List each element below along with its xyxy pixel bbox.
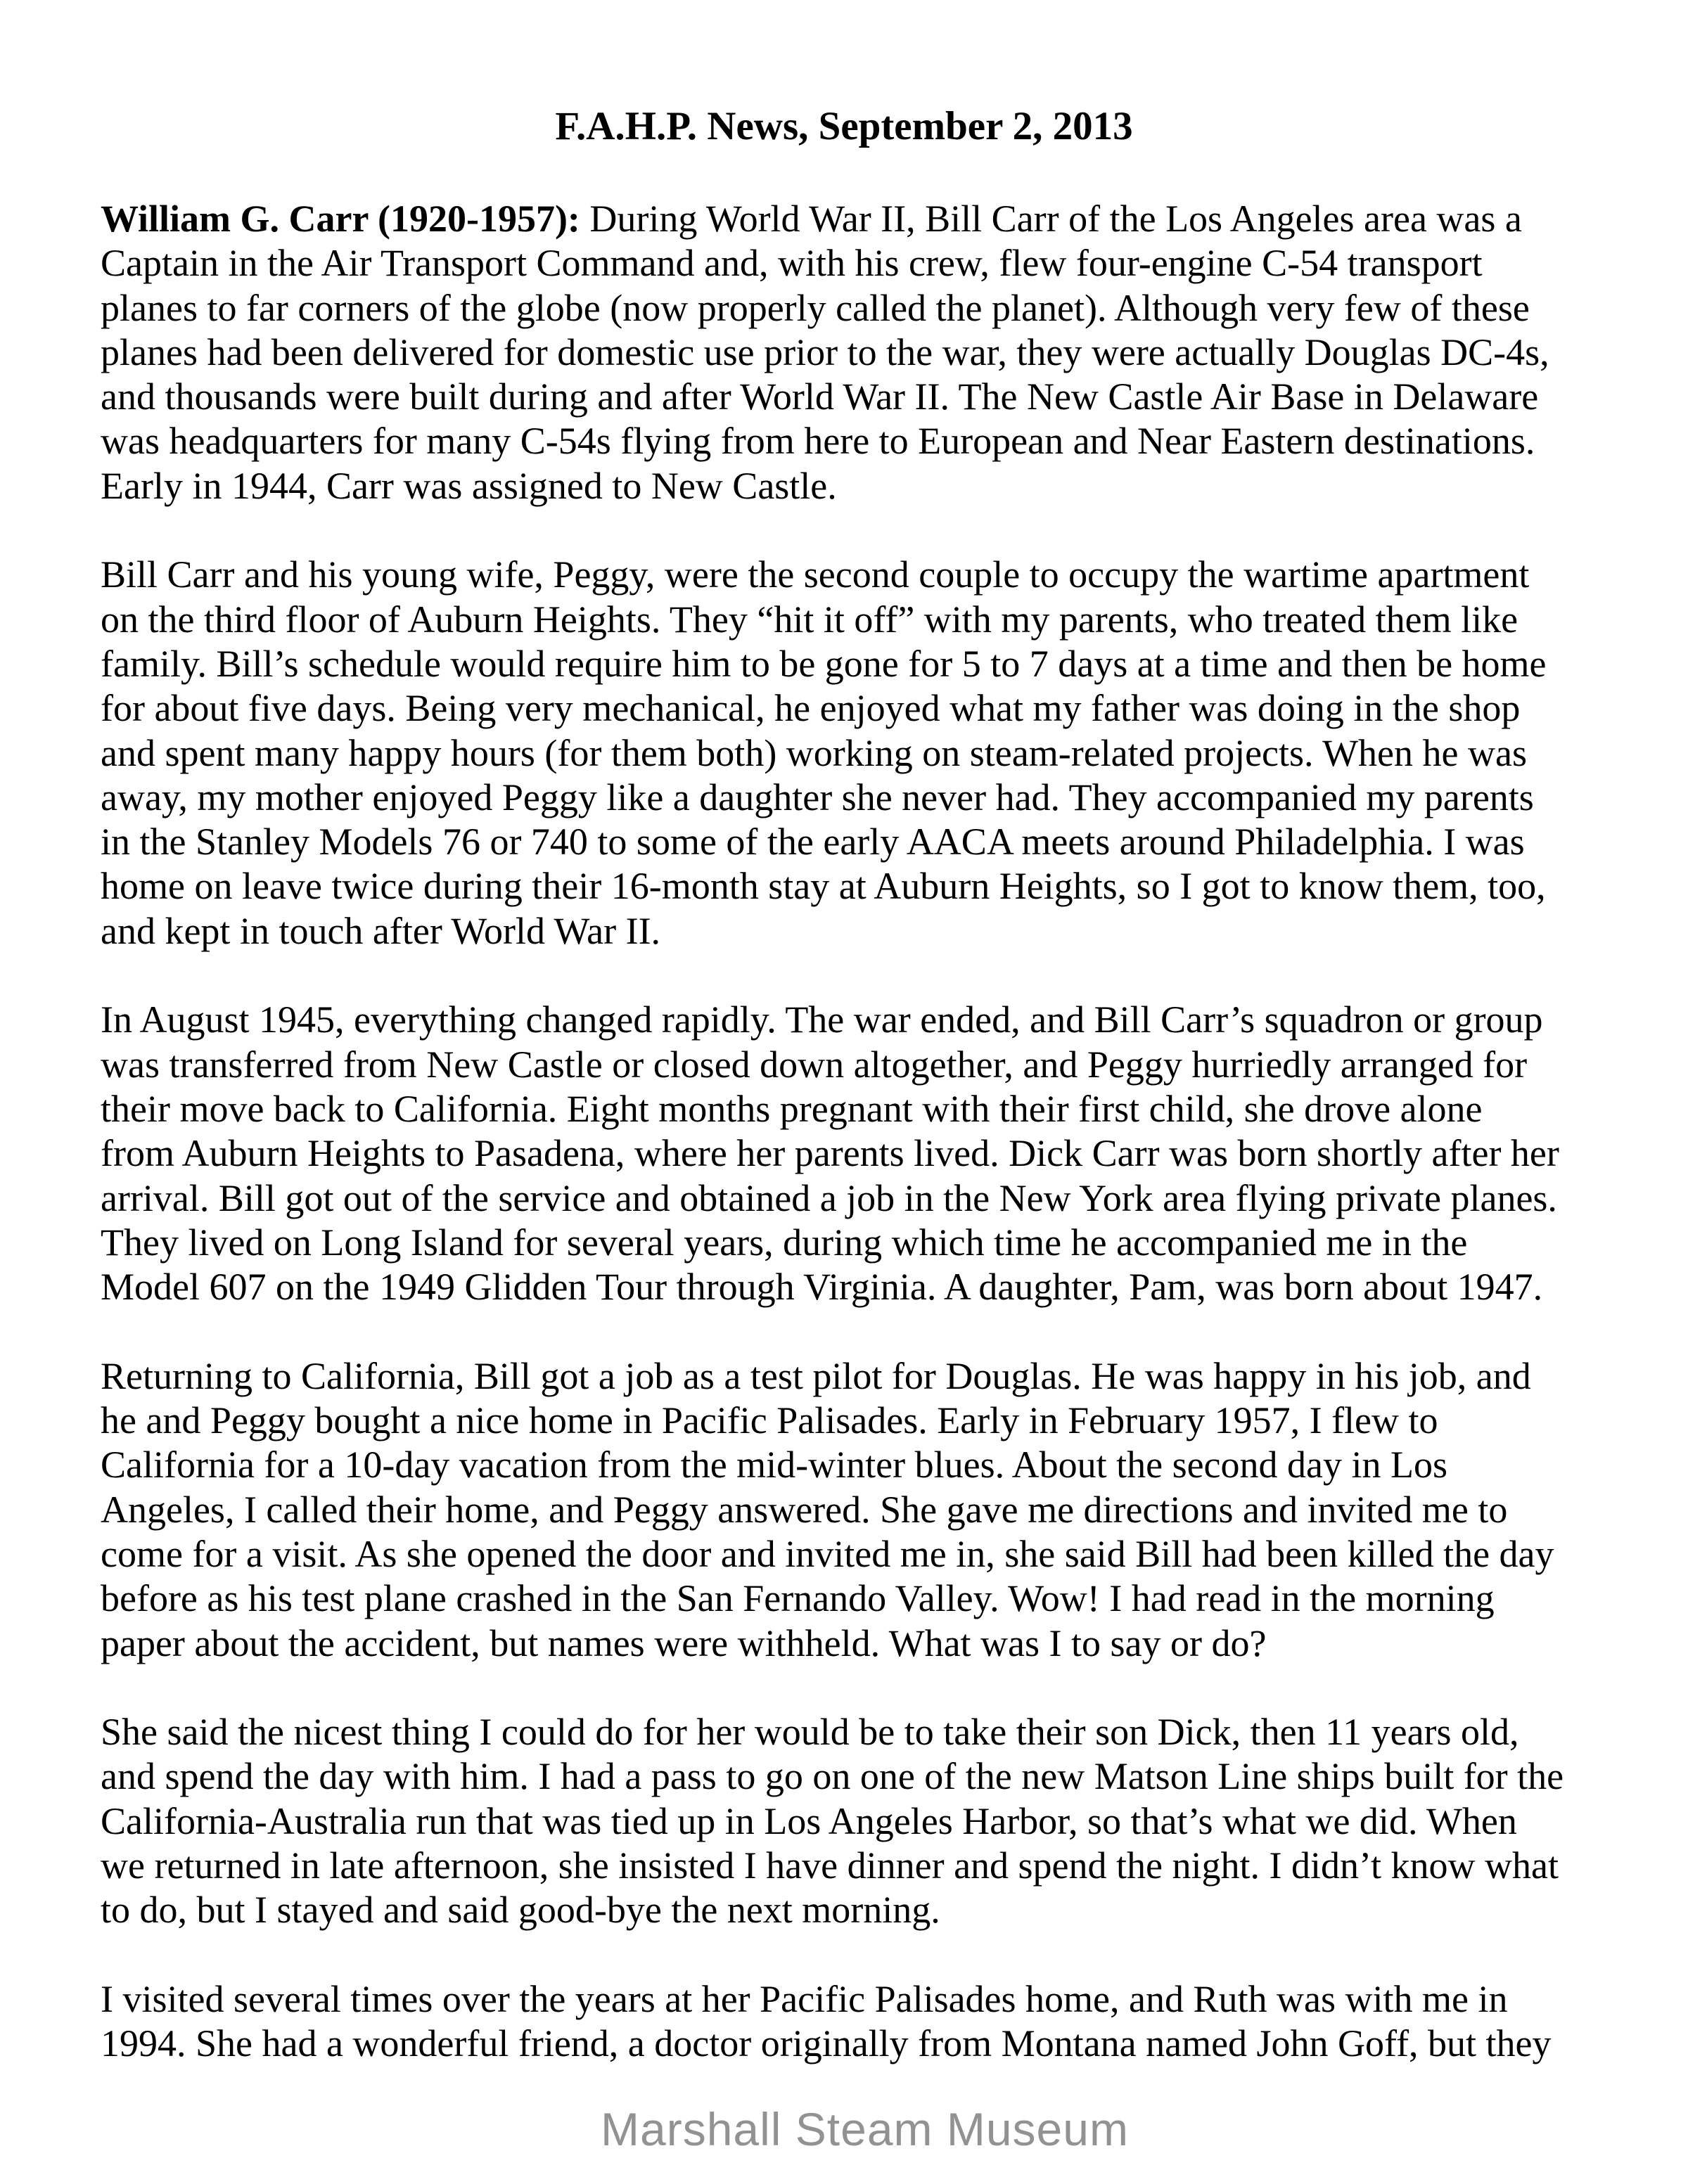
line-text: home on leave twice during their 16-month stay at Auburn Heights, so I got to know them, too, [101,865,1546,908]
line-text: Returning to California, Bill got a job as a test pilot for Douglas. He was happy in his job, and [101,1354,1531,1397]
line-text: Angeles, I called their home, and Peggy answered. She gave me directions and invited me to [101,1488,1508,1531]
line-text: he and Peggy bought a nice home in Pacific Palisades. Early in February 1957, I flew to [101,1399,1438,1442]
lead-heading: William G. Carr (1920-1957): [101,198,580,240]
line-text: and spend the day with him. I had a pass to go on one of the new Matson Line ships built for the [101,1755,1564,1798]
line-text: from Auburn Heights to Pasadena, where her parents lived. Dick Carr was born shortly after her [101,1132,1559,1175]
line-text: was headquarters for many C-54s flying from here to European and Near Eastern destinations. [101,420,1535,463]
text-line [101,776,1606,820]
line-text: and spent many happy hours (for them both) working on steam-related projects. When he was [101,731,1527,774]
text-line [101,820,1606,864]
line-text: planes had been delivered for domestic use prior to the war, they were actually Douglas DC-4s, [101,330,1549,373]
text-line [101,330,1606,375]
text-line [101,1087,1606,1131]
text-line [101,1176,1606,1221]
text-line [101,1043,1606,1087]
line-text: before as his test plane crashed in the San Fernando Valley. Wow! I had read in the morning [101,1577,1495,1620]
text-line [101,2022,1606,2066]
article-body [101,197,1606,2066]
line-text: Bill Carr and his young wife, Peggy, were the second couple to occupy the wartime apartment [101,553,1530,596]
text-line [101,1977,1606,2022]
text-line [101,864,1606,908]
text-line [101,241,1606,285]
paragraph-gap [101,1666,1606,1710]
line-text: was transferred from New Castle or closed down altogether, and Peggy hurriedly arranged for [101,1043,1528,1086]
line-text: California for a 10-day vacation from the mid-winter blues. About the second day in Los [101,1444,1447,1486]
line-text: She said the nicest thing I could do for her would be to take their son Dick, then 11 years old, [101,1711,1519,1754]
text-line [101,1265,1606,1309]
line-text: for about five days. Being very mechanical, he enjoyed what my father was doing in the shop [101,687,1521,730]
text-line [101,1488,1606,1532]
text-line [101,1399,1606,1443]
text-line [101,1443,1606,1487]
text-line [101,1131,1606,1176]
line-text: During World War II, Bill Carr of the Los Angeles area was a [580,198,1522,240]
text-line [101,1621,1606,1666]
paragraph-gap [101,1933,1606,1977]
line-text: I visited several times over the years at her Pacific Palisades home, and Ruth was with me in [101,1977,1508,2020]
line-text: on the third floor of Auburn Heights. They “hit it off” with my parents, who treated them like [101,598,1518,641]
line-text: arrival. Bill got out of the service and obtained a job in the New York area flying private planes. [101,1176,1557,1219]
line-text: and kept in touch after World War II. [101,909,661,952]
line-text: Early in 1944, Carr was assigned to New Castle. [101,464,837,507]
text-line [101,419,1606,463]
text-line [101,1354,1606,1399]
line-text: Captain in the Air Transport Command and, with his crew, flew four-engine C-54 transport [101,242,1483,285]
paragraph-gap [101,1309,1606,1354]
line-text: They lived on Long Island for several years, during which time he accompanied me in the [101,1221,1468,1264]
text-line [101,1844,1606,1888]
paragraph-gap [101,508,1606,553]
text-line [101,909,1606,953]
text-line [101,464,1606,508]
line-text: come for a visit. As she opened the door and invited me in, she said Bill had been killed the day [101,1532,1554,1575]
text-line [101,375,1606,419]
line-text: California-Australia run that was tied up in Los Angeles Harbor, so that’s what we did. When [101,1799,1517,1842]
text-line [101,1532,1606,1576]
line-text: Model 607 on the 1949 Glidden Tour through Virginia. A daughter, Pam, was born about 1947. [101,1266,1543,1309]
line-text: in the Stanley Models 76 or 740 to some of the early AACA meets around Philadelphia. I was [101,821,1525,863]
line-text: to do, but I stayed and said good-bye the next morning. [101,1889,940,1932]
text-line [101,1754,1606,1799]
line-text: we returned in late afternoon, she insisted I have dinner and spend the night. I didn’t know what [101,1844,1559,1887]
paragraph-gap [101,953,1606,998]
text-line [101,1576,1606,1621]
line-text: paper about the accident, but names were withheld. What was I to say or do? [101,1621,1267,1664]
line-text: 1994. She had a wonderful friend, a doctor originally from Montana named John Goff, but they [101,2022,1552,2065]
text-line [101,286,1606,330]
text-line [101,1888,1606,1932]
text-line [101,1710,1606,1754]
line-text: away, my mother enjoyed Peggy like a daughter she never had. They accompanied my parents [101,776,1534,818]
line-text: and thousands were built during and after World War II. The New Castle Air Base in Delaware [101,375,1539,418]
text-line [101,553,1606,597]
page-title: F.A.H.P. News, September 2, 2013 [555,104,1133,148]
text-line [101,998,1606,1042]
text-line [101,642,1606,686]
watermark: Marshall Steam Museum [601,2103,1129,2155]
text-line [101,598,1606,642]
line-text: In August 1945, everything changed rapidly. The war ended, and Bill Carr’s squadron or group [101,998,1543,1041]
line-text: planes to far corners of the globe (now properly called the planet). Although very few of these [101,286,1530,329]
line-text: family. Bill’s schedule would require him to be gone for 5 to 7 days at a time and then be home [101,642,1547,685]
line-text: their move back to California. Eight months pregnant with their first child, she drove alone [101,1087,1483,1130]
text-line [101,197,1606,241]
text-line [101,1221,1606,1265]
text-line [101,686,1606,731]
text-line [101,1799,1606,1844]
text-line [101,731,1606,776]
